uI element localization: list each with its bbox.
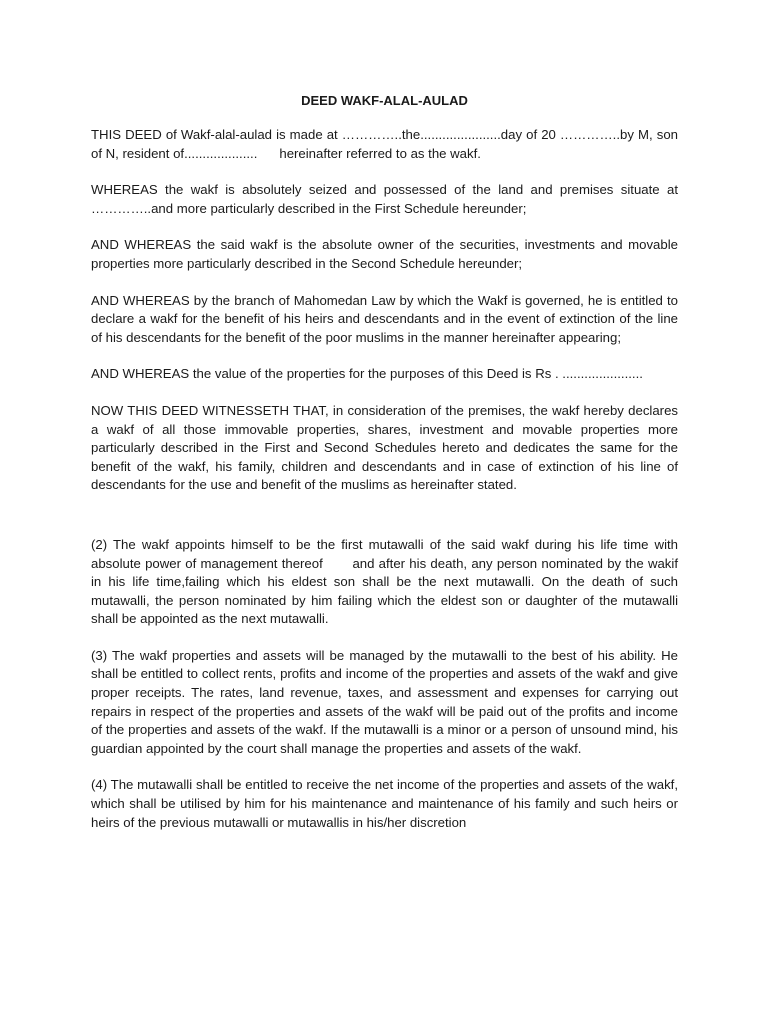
document-title: DEED WAKF-ALAL-AULAD (301, 93, 468, 108)
paragraph-witnesseth: NOW THIS DEED WITNESSETH THAT, in consideration of the premises, the wakf hereby declares a wakf of all those immovable properties, shares, investment and movable properties more particularly described in the First and Second Schedules hereto and dedicates the same for the benefit of the wakf, his family, children and descendants and in case of extinction of his line of descendants for the use and benefit of the muslims as hereinafter stated. (91, 402, 678, 493)
paragraph-whereas-land: WHEREAS the wakf is absolutely seized and possessed of the land and premises situate at …………..and more particularly described in the First Schedule hereunder; (91, 182, 678, 216)
paragraph-whereas-mahomedan-law: AND WHEREAS by the branch of Mahomedan Law by which the Wakf is governed, he is entitled to declare a wakf for the benefit of his heirs and descendants and in the event of extinction of the line of his descendants for the benefit of the poor muslims in the manner hereinafter appearing; (91, 292, 678, 345)
paragraph-clause-3: (3) The wakf properties and assets will be managed by the mutawalli to the best of his ability. He shall be entitled to collect rents, profits and income of the properties and assets of the wakf and give proper receipts. The rates, land revenue, taxes, and assessment and expenses for carrying out repairs in respect of the properties and assets of the wakf will be paid out of the profits and income of the properties and assets of the wakf. If the mutawalli is a minor or a person of unsound mind, his guardian appointed by the court shall manage the properties and assets of the wakf. (91, 647, 678, 756)
paragraph-clause-2: (2) The wakf appoints himself to be the first mutawalli of the said wakf during his life time with absolute power of management thereof and after his death, any person nominated by the wakif in his life time,failing which his eldest son shall be the next mutawalli. On the death of such mutawalli, the person nominated by him failing which the eldest son or daughter of the mutawalli shall be appointed as the next mutawalli. (91, 536, 682, 627)
paragraph-clause-4: (4) The mutawalli shall be entitled to receive the net income of the properties and assets of the wakf, which shall be utilised by him for his maintenance and maintenance of his family and such heirs or heirs of the previous mutawalli or mutawallis in his/her discretion (91, 777, 678, 830)
document-page (91, 92, 682, 850)
paragraph-whereas-value: AND WHEREAS the value of the properties for the purposes of this Deed is Rs . ...................... (91, 366, 643, 382)
paragraph-intro: THIS DEED of Wakf-alal-aulad is made at …………..the......................day of 20 …………..by M, son of N, resident of.................... hereinafter referred to as the wakf. (91, 127, 682, 161)
paragraph-whereas-securities: AND WHEREAS the said wakf is the absolute owner of the securities, investments and movable properties more particularly described in the Second Schedule hereunder; (91, 237, 678, 271)
